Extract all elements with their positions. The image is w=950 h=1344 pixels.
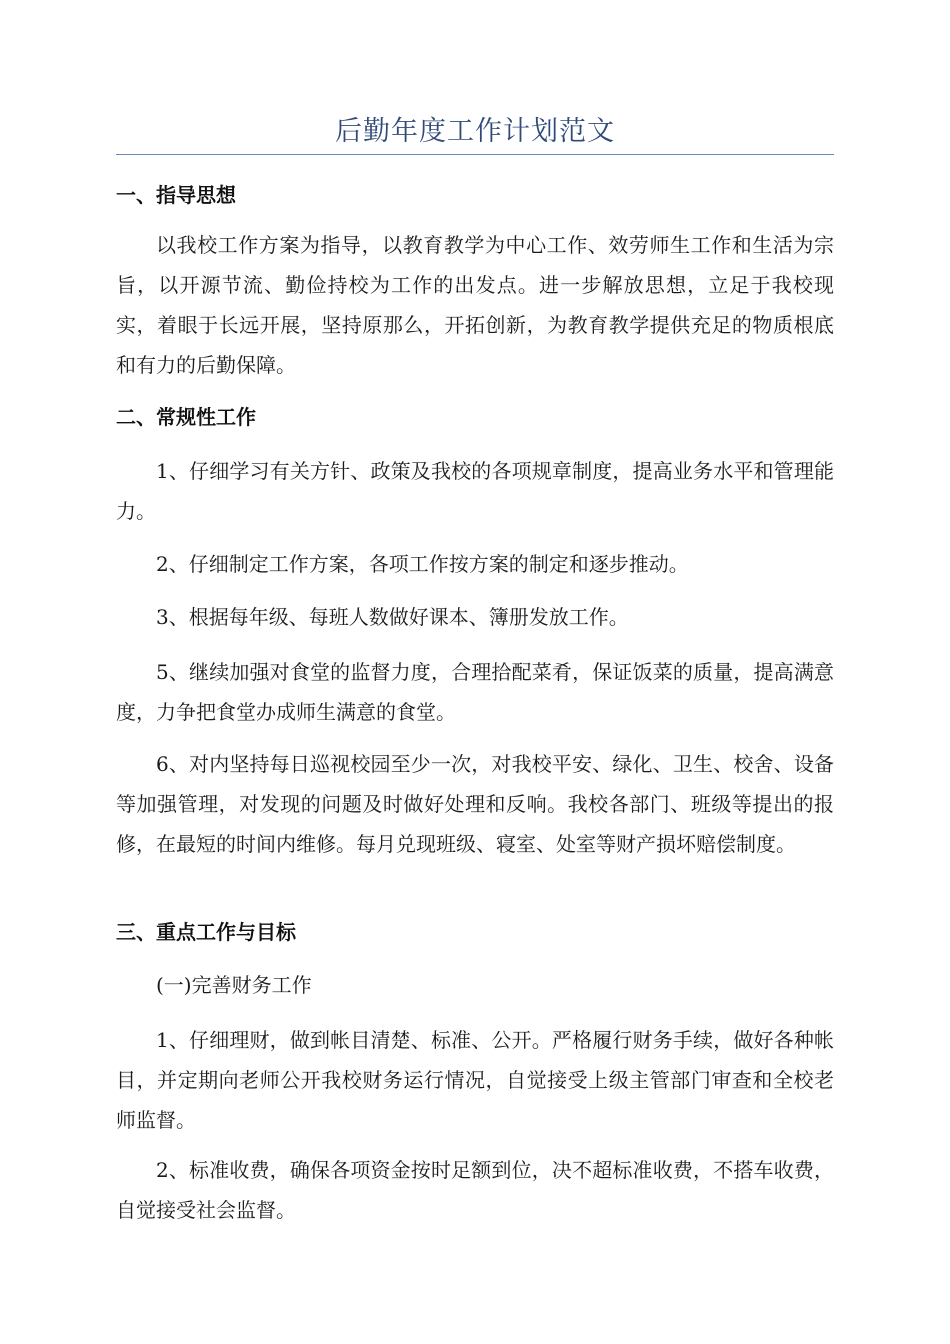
section-2-paragraph-2: 2、仔细制定工作方案，各项工作按方案的制定和逐步推动。	[156, 552, 689, 576]
section-2-paragraph-5: 6、对内坚持每日巡视校园至少一次，对我校平安、绿化、卫生、校舍、设备等加强管理，对发现的问题及时做好处理和反响。我校各部门、班级等提出的报修，在最短的时间内维修。每月兑现班级、寝室、处室等财产损坏赔偿制度。	[116, 752, 834, 856]
section-3-paragraph-1: 1、仔细理财，做到帐目清楚、标准、公开。严格履行财务手续，做好各种帐目，并定期向老师公开我校财务运行情况，自觉接受上级主管部门审查和全校老师监督。	[116, 1028, 834, 1132]
section-heading-1: 一、指导思想	[116, 183, 236, 207]
section-3-paragraph-2: 2、标准收费，确保各项资金按时足额到位，决不超标准收费，不搭车收费，自觉接受社会监督。	[116, 1158, 834, 1222]
section-heading-2: 二、常规性工作	[116, 405, 256, 429]
section-1-paragraph-1: 以我校工作方案为指导，以教育教学为中心工作、效劳师生工作和生活为宗旨，以开源节流、勤俭持校为工作的出发点。进一步解放思想，立足于我校现实，着眼于长远开展，坚持原那么，开拓创新，为教育教学提供充足的物质根底和有力的后勤保障。	[116, 233, 834, 377]
section-2-paragraph-4: 5、继续加强对食堂的监督力度，合理拾配菜肴，保证饭菜的质量，提高满意度，力争把食堂办成师生满意的食堂。	[116, 660, 834, 724]
section-2-paragraph-1: 1、仔细学习有关方针、政策及我校的各项规章制度，提高业务水平和管理能力。	[116, 459, 834, 523]
section-3-subheading-1: (一)完善财务工作	[156, 973, 312, 997]
title-underline	[116, 154, 834, 155]
section-heading-3: 三、重点工作与目标	[116, 920, 296, 944]
document-title: 后勤年度工作计划范文	[335, 116, 615, 147]
section-2-paragraph-3: 3、根据每年级、每班人数做好课本、簿册发放工作。	[156, 605, 629, 629]
